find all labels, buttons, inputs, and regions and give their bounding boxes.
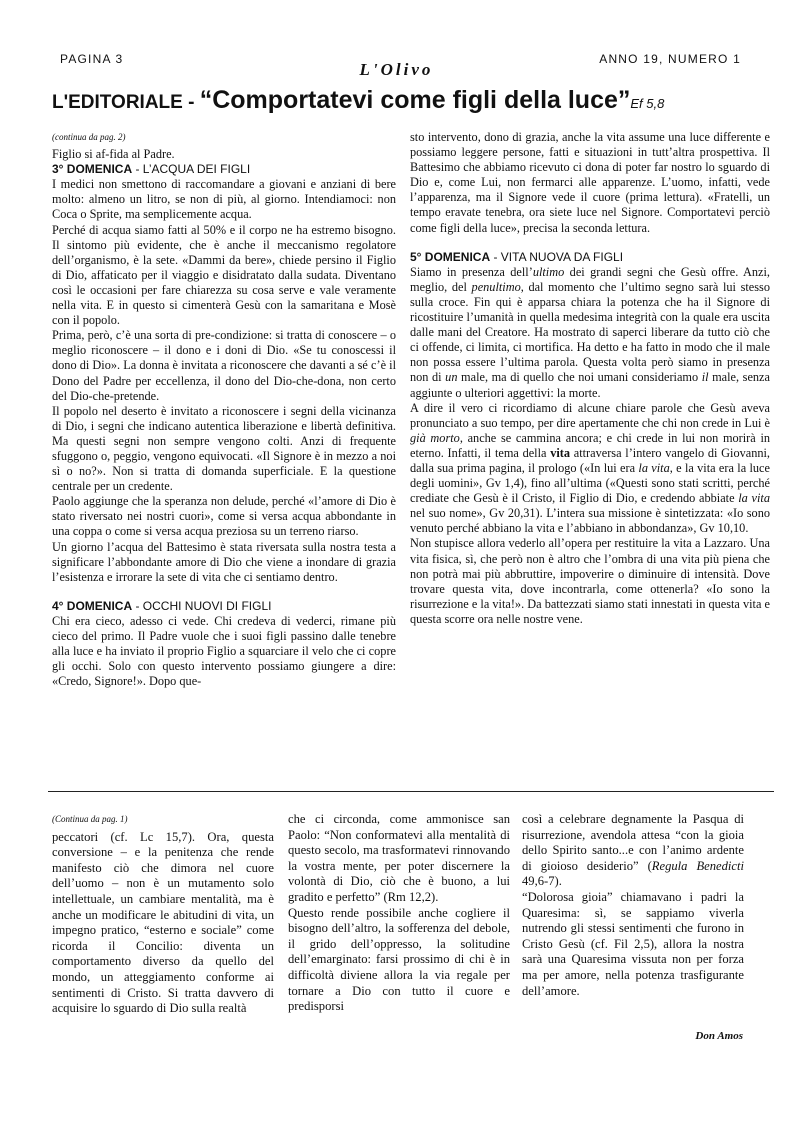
title-main: “Comportatevi come figli della luce” [199, 86, 631, 114]
section-heading-tail: - VITA NUOVA DA FIGLI [490, 249, 624, 264]
publication-name: L'Olivo [359, 60, 434, 79]
paragraph: Prima, però, c’è una sorta di pre-condizione: si tratta di conoscere – o meglio riconoscere – il dono e i doni di Dio. «Se tu conoscessi il dono di Dio». La donna è invitata a riconoscere che davanti a sé c’è il Dono del Padre per eccellenza, il dono del Dio-che-dona, non certo del Dio-che-pretende. [52, 328, 396, 403]
paragraph: Figlio si af-fida al Padre. [52, 147, 175, 162]
paragraph: Questo rende possibile anche cogliere il bisogno dell’altro, la sofferenza del debole, il grido dell’oppresso, la solitudine dell’emarginato: farsi prossimo di chi è in difficoltà diviene allora la via regale per tornare a Dio con tutto il cuore e predisporsi [288, 905, 510, 1014]
editorial-title [52, 86, 772, 115]
section-divider [48, 791, 774, 792]
title-prefix: L'EDITORIALE - [52, 92, 200, 113]
section-heading-bold: 3° DOMENICA [52, 162, 133, 177]
spacer [410, 236, 770, 250]
paragraph: “Dolorosa gioia” chiamavano i padri la Quaresima: sì, se sappiamo viverla nutrendo gli stessi sentimenti che furono in Cristo Gesù (cf. Fil 2,5), allora la nostra sarà una Quaresima vissuta non per forza ma per amore, nella potenza trasfigurante dell’amore. [522, 889, 744, 998]
paragraph: A dire il vero ci ricordiamo di alcune chiare parole che Gesù aveva pronunciato a suo tempo, per dire apertamente che chi non crede in Lui è già morto, anche se cammina ancora; e chi crede in lui non morirà in eterno. Infatti, il tema della vita attraversa l’intero vangelo di Giovanni, dalla sua prima pagina, il prologo («In lui era la vita, e la vita era la luce degli uomini», Gv 1,4), fino all’ultima («Questi sono stati scritti, perché crediate che Gesù è il Cristo, il Figlio di Dio, e credendo abbiate la vita nel suo nome», Gv 20,31). L’intera sua missione è sintetizzata: «Io sono venuto perché abbiano la vita e l’abbiano in abbondanza», Gv 10,10. [410, 400, 771, 536]
paragraph: Chi era cieco, adesso ci vede. Chi credeva di vederci, rimane più cieco del primo. Il Padre vuole che i suoi figli passino dalle tenebre alla luce e ha inviato il proprio Figlio a squarciare il velo che ci copre gli occhi. Solo con questo intervento possiamo giungere a dire: «Credo, Signore!». Dopo que- [52, 613, 396, 689]
title-reference: Ef 5,8 [630, 96, 665, 111]
continuation-column-2 [288, 812, 510, 1015]
section-heading-bold: 4° DOMENICA [52, 598, 133, 613]
page-number: PAGINA 3 [60, 52, 124, 66]
paragraph: sto intervento, dono di grazia, anche la vita assume una luce differente e possiamo leggere persone, fatti e situazioni in tutt’altra prospettiva. Il Battesimo che abbiamo ricevuto ci dona di poter far nostro lo sguardo di Dio e, come Lui, non fermarci alle apparenze. L’uomo, infatti, vede l’apparenza, ma il Signore vede il cuore (prima lettura). «Fratelli, un tempo eravate tenebra, ora siete luce nel Signore. Comportatevi perciò come figli della luce», precisa la seconda lettura. [410, 130, 770, 235]
paragraph: che ci circonda, come ammonisce san Paolo: “Non conformatevi alla mentalità di questo secolo, ma trasformatevi rinnovando la vostra mente, per poter discernere la volontà di Dio, ciò che è buono, a lui gradito e perfetto” (Rm 12,2). [288, 812, 510, 904]
paragraph: peccatori (cf. Lc 15,7). Ora, questa conversione – e la penitenza che rende manifesto ciò che dimora nel cuore dell’uomo – non è un mutamento solo intellettuale, un cambiare mentalità, ma è anche un modificare le abitudini di vita, un impegno pratico, “esterno e sociale” come ricorda il Concilio: diventa un comportamento diverso da quello del mondo, un atteggiamento conforme ai sentimenti di Cristo. Si tratta davvero di acquisire lo sguardo di Dio sulla realtà [52, 829, 274, 1016]
author-signature: Don Amos [695, 1030, 743, 1042]
section-heading-tail: - OCCHI NUOVI DI FIGLI [132, 598, 272, 613]
section-heading-tail: - L’ACQUA DEI FIGLI [132, 162, 251, 177]
issue-number: ANNO 19, NUMERO 1 [599, 52, 741, 66]
section-heading-bold: 5° DOMENICA [410, 249, 491, 264]
paragraph: così a celebrare degnamente la Pasqua di risurrezione, avendola attesa “con la gioia dello Spirito santo...e con l’animo ardente di gioioso desiderio” (Regula Benedicti 49,6-7). [522, 812, 745, 889]
section-heading [410, 250, 770, 265]
spacer [52, 585, 396, 599]
paragraph: Paolo aggiunge che la speranza non delude, perché «l’amore di Dio è stato riversato nei nostri cuori», come si versa acqua abbondante in una coppa o come si versa acqua preziosa su un terreno riarso. [52, 494, 396, 539]
section-heading [52, 599, 396, 614]
paragraph: Non stupisce allora vederlo all’opera per restituire la vita a Lazzaro. Una vita fisica, sì, che però non è altro che l’ombra di una vita più piena che non potrà mai più abbruttire, impoverire o diminuire di intensità. Dove trovare questa vita, dove incontrarla, come ottenerla? «Io sono la risurrezione e la vita!». Da battezzati siamo stati innestati in questa vita e questa scorre ora nelle nostre vene. [410, 536, 770, 626]
article-column-left [52, 130, 396, 689]
section-heading [52, 162, 396, 177]
paragraph: Siamo in presenza dell’ultimo dei grandi segni che Gesù offre. Anzi, meglio, del penultimo, dal momento che l’ultimo segno sarà lui stesso sulla croce. Fin qui è apparsa chiara la potenza che ha il Signore di ricostituire l’umanità in quella medesima integrità con la quale era uscita dalle mani del Creatore. Ha mostrato di saperci liberare da tutto ciò che ci offende, ci limita, ci mortifica. Ha detto e ha fatto in modo che il male non possa essere l’ultima parola. Questa volta però siamo in presenza non di un male, ma di quello che noi umani consideriamo il male, senza aggiunte o ulteriori aggettivi: la morte. [410, 264, 770, 400]
continued-note: (Continua da pag. 1) [52, 814, 128, 824]
paragraph: Il popolo nel deserto è invitato a riconoscere i segni della vicinanza di Dio, i segni che indicano autentica liberazione e libertà definitiva. Ma questi segni non sempre vengono colti. Anzi di frequente sfuggono o, peggio, vengono equivocati. «Il Signore è in mezzo a noi sì o no?». Non si tratta di domanda superficiale. E la questione centrale per un credente. [52, 403, 396, 494]
article-column-right [410, 130, 770, 627]
paragraph: Un giorno l’acqua del Battesimo è stata riversata sulla nostra testa a significare l’abbondante amore di Dio che viene a inondare di grazia l’esistenza e irrorare la sete di vita che ci sentiamo dentro. [52, 539, 396, 584]
continued-note: (continua da pag. 2) [52, 132, 126, 142]
paragraph: I medici non smettono di raccomandare a giovani e anziani di bere molto: almeno un litro, se non di più, al giorno. Intendiamoci: non Coca o Sprite, ma semplicemente acqua. [52, 177, 396, 222]
continuation-column-3 [522, 812, 744, 999]
paragraph: Perché di acqua siamo fatti al 50% e il corpo ne ha estremo bisogno. Il sintomo più evidente, che è anche il meccanismo regolatore dell’organismo, è la sete. «Dammi da bere», chiede persino il Figlio di Dio, affaticato per il viaggio e disidratato dalla sudata. Diventano così le occasioni per fare chiarezza su cosa serve e vale veramente nella vita. E in questo si cimenterà Gesù con la samaritana e Mosè con il popolo. [52, 222, 396, 328]
continuation-column-1 [52, 812, 274, 1017]
